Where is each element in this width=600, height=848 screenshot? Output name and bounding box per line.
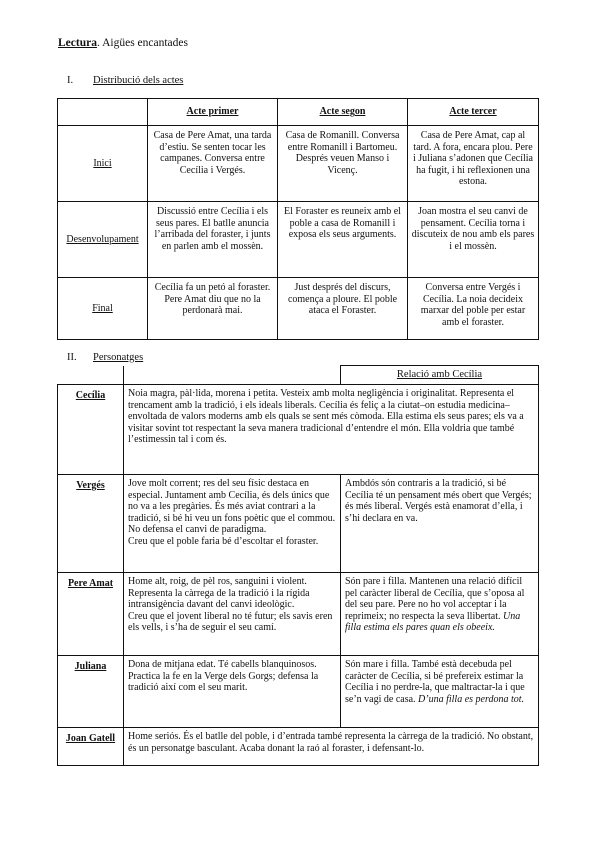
table-cell: Just després del discurs, comença a ploure. El poble ataca el Foraster. bbox=[278, 278, 408, 340]
row-header: Inici bbox=[58, 126, 148, 202]
character-row bbox=[58, 728, 539, 766]
character-description: Dona de mitjana edat. Té cabells blanquinosos. Practica la fe en la Verge dels Gorgs; defensa la tradició així com el seu marit. bbox=[124, 656, 341, 728]
character-relation: Són mare i filla. També està decebuda pel caràcter de Cecília, si bé prefereix estimar la Cecília i no perdre-la, que maltractar-la i que se’n vagi de casa. bbox=[345, 659, 525, 705]
table-row bbox=[58, 126, 539, 202]
acts-header-row bbox=[58, 99, 539, 126]
relation-quote: D’una filla es perdona tot. bbox=[418, 693, 525, 705]
character-description: Jove molt corrent; res del seu físic destaca en especial. Juntament amb Cecília, és dels únics que no va a les pregàries. És més aviat contrari a la tradició, si bé hi veu un fons poètic que el commou. No defensa el canvi de paradigma. Creu que el poble faria bé d’escoltar el foraster. bbox=[124, 475, 341, 573]
section-number: II. bbox=[67, 352, 77, 363]
character-row bbox=[58, 475, 539, 573]
character-name: Joan Gatell bbox=[58, 728, 124, 766]
character-relation: Són pare i filla. Mantenen una relació difícil pel caràcter liberal de Cecília, que s’oposa al del seu pare. Pere no ho vol acceptar i la reprimeix; no respecta la seva llibertat. bbox=[345, 576, 525, 622]
acts-table bbox=[57, 98, 539, 340]
row-header: Desenvolupament bbox=[58, 202, 148, 278]
relation-quote: Una filla estima els pares quan els obeeix. bbox=[345, 610, 521, 634]
row-header: Final bbox=[58, 278, 148, 340]
section-label: Distribució dels actes bbox=[93, 75, 184, 86]
section-label: Personatges bbox=[93, 352, 144, 363]
table-cell: Casa de Pere Amat, una tarda d’estiu. Se senten tocar les campanes. Conversa entre Cecília i Vergés. bbox=[148, 126, 278, 202]
character-name: Pere Amat bbox=[58, 573, 124, 656]
character-row bbox=[58, 385, 539, 475]
character-name: Vergés bbox=[58, 475, 124, 573]
col-header: Acte tercer bbox=[408, 99, 539, 126]
title-rest: . Aigües encantades bbox=[96, 37, 188, 49]
relation-header: Relació amb Cecília bbox=[341, 366, 539, 385]
blank-cell bbox=[58, 366, 124, 385]
characters-header-row bbox=[58, 366, 539, 385]
character-description: Home seriós. És el batlle del poble, i d’entrada també representa la càrrega de la tradició. No obstant, és un personatge basculant. Acaba donant la raó al foraster, i defensant-lo. bbox=[124, 728, 539, 766]
table-cell: El Foraster es reuneix amb el poble a casa de Romanill i exposa els seus arguments. bbox=[278, 202, 408, 278]
section-heading-acts bbox=[67, 75, 183, 86]
col-header: Acte segon bbox=[278, 99, 408, 126]
character-relation-cell bbox=[341, 656, 539, 728]
table-cell: Joan mostra el seu canvi de pensament. Cecília torna i discuteix de nou amb els pares i el mossèn. bbox=[408, 202, 539, 278]
table-cell: Casa de Romanill. Conversa entre Romanill i Bartomeu. Després veuen Manso i Vicenç. bbox=[278, 126, 408, 202]
character-row bbox=[58, 573, 539, 656]
section-number: I. bbox=[67, 75, 74, 86]
character-relation: Ambdós són contraris a la tradició, si bé Cecília té un pensament més obert que Vergés; és més liberal. Vergés està enamorat d’ella, i s’hi declara en va. bbox=[341, 475, 539, 573]
title-bold: Lectura bbox=[58, 37, 97, 49]
table-cell: Casa de Pere Amat, cap al tard. A fora, encara plou. Pere i Juliana s’adonen que Cecília ha fugit, i hi reflexionen una estona. bbox=[408, 126, 539, 202]
table-row bbox=[58, 202, 539, 278]
section-heading-characters bbox=[67, 352, 143, 363]
character-name: Juliana bbox=[58, 656, 124, 728]
blank-cell bbox=[124, 366, 341, 385]
characters-table bbox=[57, 365, 539, 766]
character-name: Cecília bbox=[58, 385, 124, 475]
table-cell: Discussió entre Cecília i els seus pares. El batlle anuncia l’arribada del foraster, i junts en parlen amb el mossèn. bbox=[148, 202, 278, 278]
character-relation-cell bbox=[341, 573, 539, 656]
page-title bbox=[58, 37, 188, 49]
col-header: Acte primer bbox=[148, 99, 278, 126]
table-cell: Cecília fa un petó al foraster. Pere Amat diu que no la perdonarà mai. bbox=[148, 278, 278, 340]
character-description: Noia magra, pàl·lida, morena i petita. Vesteix amb molta negligència i originalitat. Representa el trencament amb la tradició, i els ideals liberals. Cecília és feliç a la ciutat–on estudia medicina– envoltada de valors moderns amb els quals se sent més còmoda. Ella estima els seus pares; els va a visitar sovint tot respectant la seva manera tradicional d’entendre el món. Ella voldria que també l’estimessin tal i com és. bbox=[124, 385, 539, 475]
table-cell: Conversa entre Vergés i Cecília. La noia decideix marxar del poble per estar amb el foraster. bbox=[408, 278, 539, 340]
corner-cell bbox=[58, 99, 148, 126]
character-description: Home alt, roig, de pèl ros, sanguini i violent. Representa la càrrega de la tradició i la rígida intransigència davant del canvi ideològic. Creu que el jovent liberal no té futur; els savis eren els vells, i s’ha de seguir el seu camí. bbox=[124, 573, 341, 656]
table-row bbox=[58, 278, 539, 340]
character-row bbox=[58, 656, 539, 728]
